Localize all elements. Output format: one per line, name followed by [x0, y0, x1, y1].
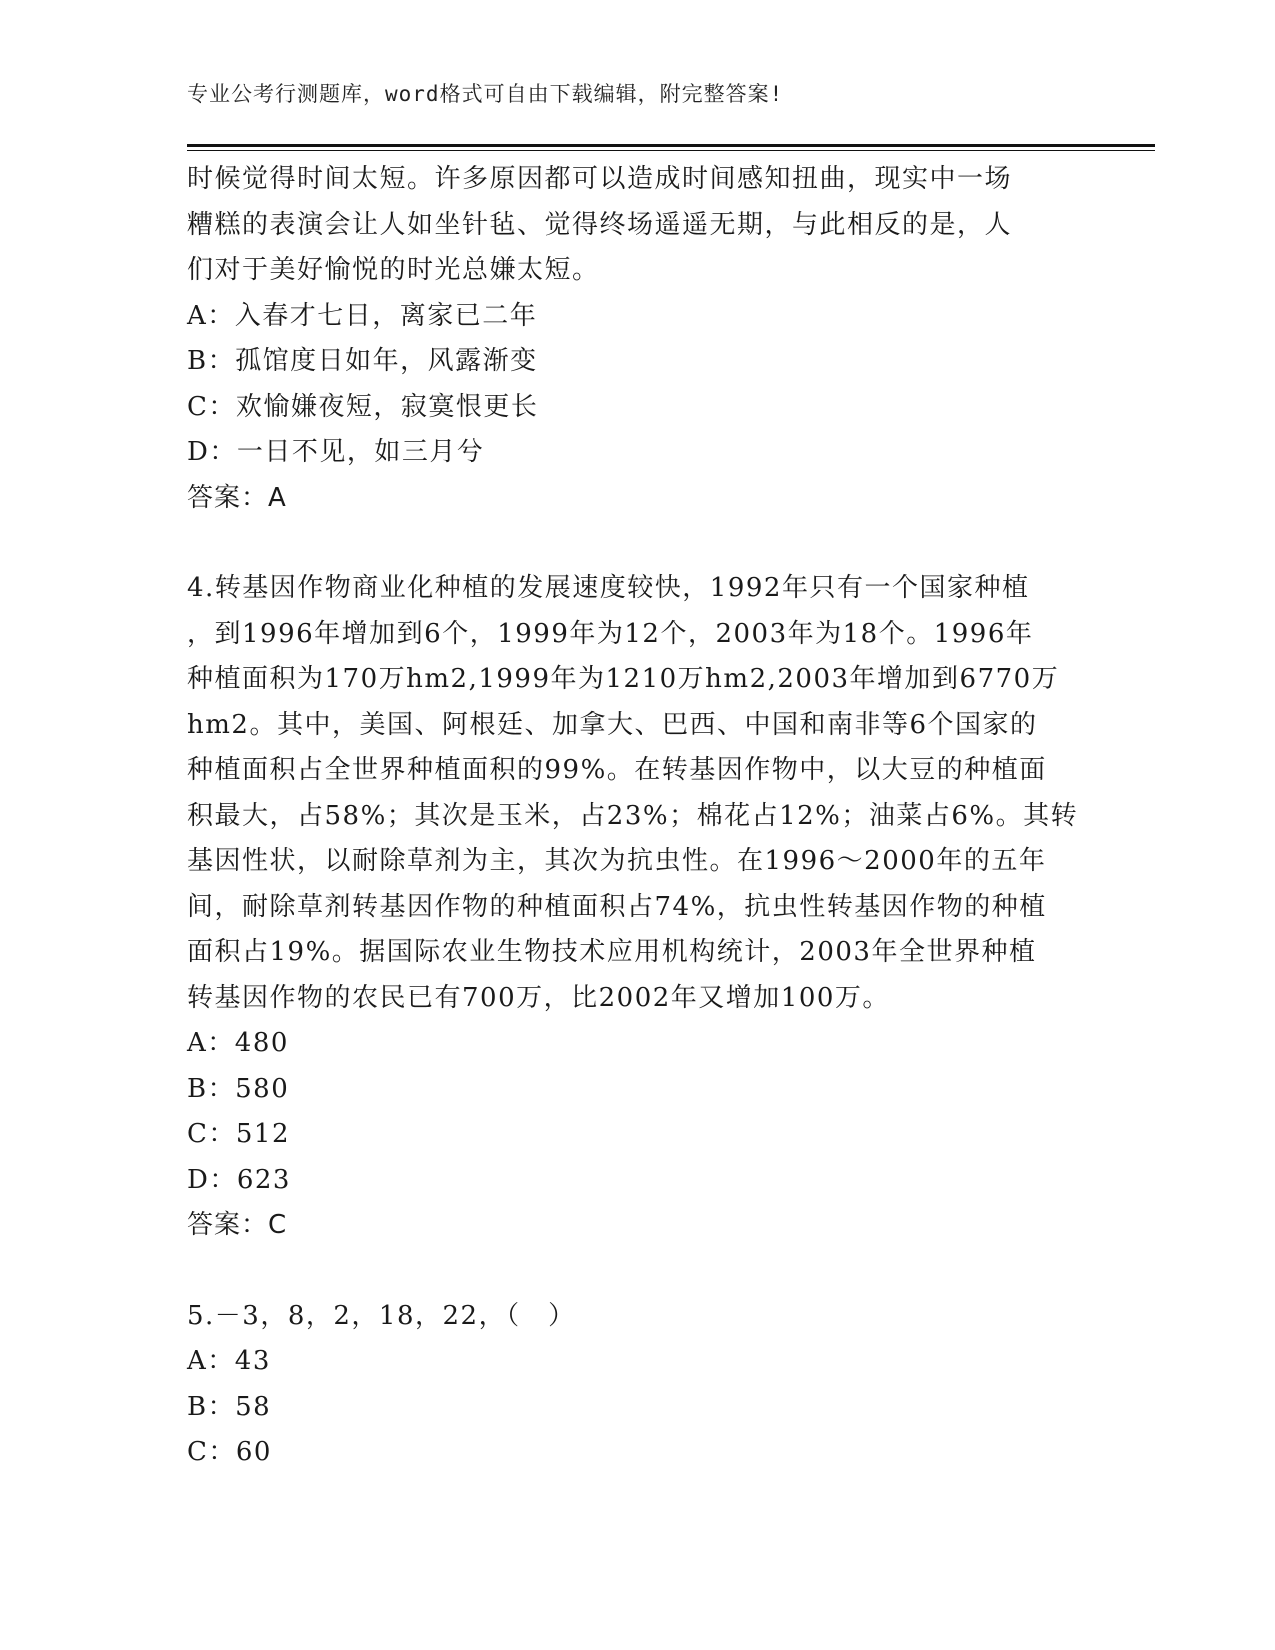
question-5-option-a: A：43 [187, 1346, 271, 1376]
question-4-line: 面积占19%。据国际农业生物技术应用机构统计，2003年全世界种植 [187, 937, 1037, 967]
question-4-line: 转基因作物的农民已有700万，比2002年又增加100万。 [187, 982, 890, 1013]
page-header: 专业公考行测题库，word格式可自由下载编辑，附完整答案! [187, 82, 784, 106]
spacer [187, 521, 1087, 566]
question-3-answer: 答案：A [187, 482, 287, 513]
question-4-option-a: A：480 [187, 1028, 289, 1058]
question-4-line: 种植面积为170万hm2,1999年为1210万hm2,2003年增加到6770万 [187, 664, 1060, 694]
question-4-line: 4.转基因作物商业化种植的发展速度较快，1992年只有一个国家种植 [187, 573, 1030, 603]
question-3-line: 们对于美好愉悦的时光总嫌太短。 [187, 255, 600, 285]
question-3-option-d: D：一日不见，如三月兮 [187, 437, 485, 467]
question-4-line: 种植面积占全世界种植面积的99%。在转基因作物中，以大豆的种植面 [187, 755, 1047, 785]
question-3-line: 时候觉得时间太短。许多原因都可以造成时间感知扭曲，现实中一场 [187, 164, 1013, 194]
question-4-line: 基因性状，以耐除草剂为主，其次为抗虫性。在1996～2000年的五年 [187, 846, 1047, 876]
question-5-option-c: C：60 [187, 1437, 272, 1467]
question-4-option-c: C：512 [187, 1119, 291, 1149]
question-4-option-d: D：623 [187, 1164, 291, 1195]
question-5-stem: 5.－3，8，2，18，22，（ ） [187, 1300, 576, 1331]
question-4-option-b: B：580 [187, 1073, 290, 1104]
question-4-line: ，到1996年增加到6个，1999年为12个，2003年为18个。1996年 [187, 618, 1034, 649]
question-4-line: hm2。其中，美国、阿根廷、加拿大、巴西、中国和南非等6个国家的 [187, 709, 1038, 740]
question-4-answer: 答案：C [187, 1210, 288, 1240]
document-body [187, 157, 1087, 1476]
header-divider-thin [187, 150, 1155, 151]
question-5-option-b: B：58 [187, 1391, 272, 1422]
question-3-option-a: A：入春才七日，离家已二年 [187, 300, 538, 331]
question-5 [187, 1294, 1087, 1476]
header-divider-thick [187, 144, 1155, 147]
question-4-line: 积最大，占58%；其次是玉米，占23%；棉花占12%；油菜占6%。其转 [187, 800, 1079, 831]
question-3-line: 糟糕的表演会让人如坐针毡、觉得终场遥遥无期，与此相反的是，人 [187, 209, 1013, 240]
question-4 [187, 566, 1087, 1249]
question-3-tail [187, 157, 1087, 521]
spacer [187, 1249, 1087, 1294]
question-3-option-c: C：欢愉嫌夜短，寂寞恨更长 [187, 391, 539, 422]
question-3-option-b: B：孤馆度日如年，风露渐变 [187, 346, 538, 376]
question-4-line: 间，耐除草剂转基因作物的种植面积占74%，抗虫性转基因作物的种植 [187, 891, 1047, 922]
